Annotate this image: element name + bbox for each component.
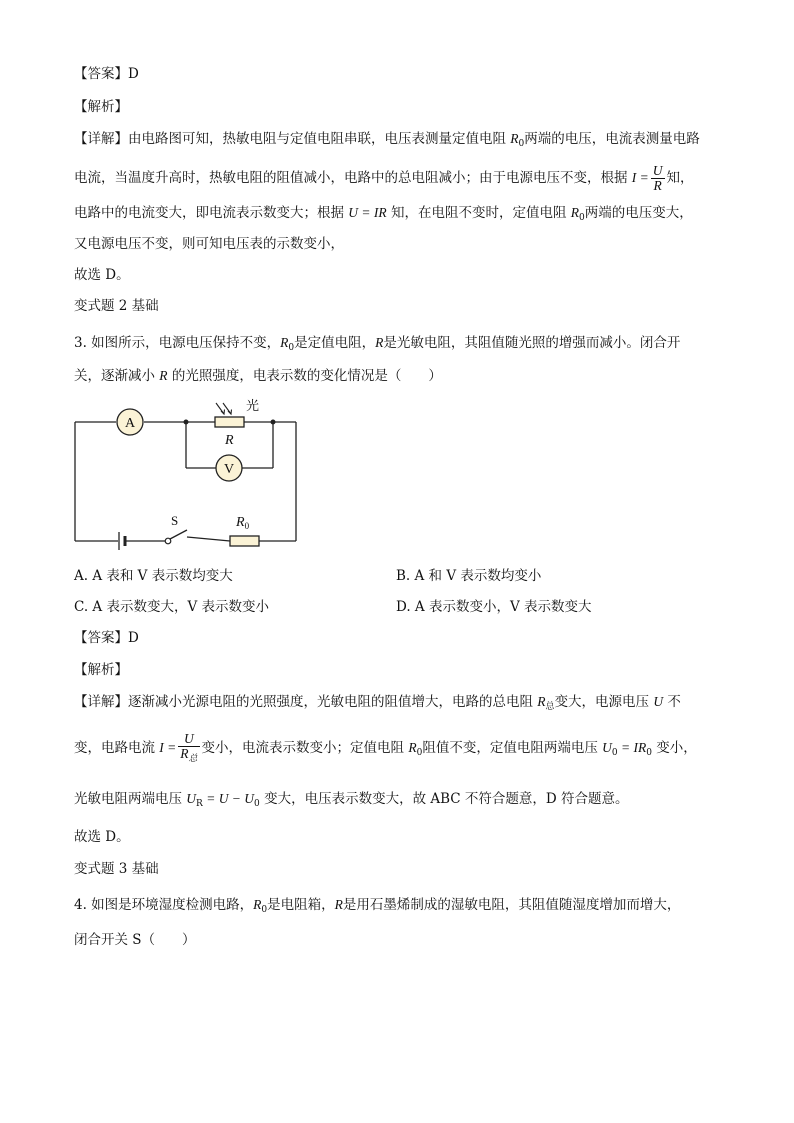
subscript: 0 [261, 905, 268, 915]
question-4-stem-line-2: 闭合开关 S（ ） [74, 932, 196, 948]
answer-value: D [128, 66, 139, 82]
equation: = U − U [202, 791, 255, 806]
detail-tag: 【详解】 [74, 131, 128, 147]
subscript: 0 [254, 799, 260, 809]
option-c: C. A 表示数变大，V 表示数变小 [74, 599, 270, 615]
detail-text: 电流，当温度升高时，热敏电阻的阻值减小，电路中的总电阻减小；由于电源电压不变，根据 [74, 170, 632, 186]
wire [187, 537, 230, 541]
junction-dot [271, 420, 276, 425]
subscript: 0 [416, 748, 423, 758]
switch-lever [170, 530, 187, 539]
light-arrows-icon [216, 403, 232, 414]
q3-detail-line-3 [74, 789, 629, 814]
variable: R [510, 131, 519, 146]
variable: R [280, 335, 289, 350]
resistor-r0-label [235, 515, 250, 531]
answer-value: D [128, 630, 139, 646]
switch-label: S [171, 513, 179, 528]
conclusion-q2: 故选 D。 [74, 267, 130, 283]
detail-line-2 [74, 160, 694, 196]
detail-text: 变大，电压表示数变大，故 ABC 不符合题意，D 符合题意。 [259, 791, 629, 807]
variant-heading-2: 变式题 2 基础 [74, 298, 159, 314]
subscript: 0 [579, 213, 585, 223]
detail-text: 逐渐减小光源电阻的光照强度，光敏电阻的阻值增大，电路的总电阻 [128, 694, 538, 710]
detail-text: 光敏电阻两端电压 [74, 791, 187, 807]
stem-text: 是用石墨烯制成的湿敏电阻，其阻值随湿度增加而增大， [342, 897, 681, 913]
detail-text: 变小，电流表示数变小；定值电阻 [201, 740, 409, 756]
photoresistor-symbol [215, 417, 244, 427]
equation: U [602, 740, 612, 755]
fraction-denominator [178, 747, 199, 765]
variable: U [186, 791, 197, 806]
subscript: 0 [518, 139, 525, 149]
detail-text: 两端的电压变大， [584, 205, 693, 221]
equation: U = IR [348, 205, 387, 220]
subscript: 总 [545, 702, 555, 712]
option-a: A. A 表和 V 表示数均变大 [74, 568, 233, 584]
detail-text: 变小， [651, 740, 697, 756]
fraction [178, 732, 199, 765]
equation: I = [159, 740, 177, 755]
stem-text: 的光照强度，电表示数的变化情况是（ ） [167, 368, 442, 384]
fraction-numerator: U [178, 732, 199, 747]
detail-text: 两端的电压，电流表测量电路 [524, 131, 700, 147]
stem-text: 3. 如图所示，电源电压保持不变， [74, 335, 281, 351]
subscript: R [196, 799, 203, 809]
resistor-r0-symbol [230, 536, 259, 546]
light-label: 光 [246, 398, 260, 413]
detail-text: 阻值不变，定值电阻两端电压 [422, 740, 603, 756]
subscript: 0 [611, 748, 618, 758]
stem-text: 是定值电阻， [294, 335, 376, 351]
ammeter-label: A [124, 416, 136, 431]
voltmeter-label: V [223, 462, 235, 477]
fraction [651, 164, 665, 193]
detail-text: 变大，电源电压 [554, 694, 654, 710]
detail-text: 不 [663, 694, 681, 710]
question-3-stem-line-1 [74, 333, 680, 358]
equation: I = [631, 170, 649, 185]
battery-symbol [119, 532, 125, 550]
variable: R [537, 694, 546, 709]
answer-tag: 【答案】 [74, 630, 128, 646]
detail-line-3 [74, 203, 693, 228]
variable: R [570, 205, 579, 220]
analysis-tag-q3: 【解析】 [74, 662, 128, 678]
detail-text: 知， [666, 170, 694, 186]
subscript: 0 [288, 343, 295, 353]
detail-tag: 【详解】 [74, 694, 128, 710]
detail-line-1 [74, 129, 700, 154]
r0-letter: R [236, 515, 245, 530]
subscript: 总 [188, 753, 198, 763]
circuit-diagram [60, 395, 310, 560]
variable: R [408, 740, 417, 755]
detail-text: 知，在电阻不变时，定值电阻 [386, 205, 571, 221]
variable: R [253, 897, 262, 912]
variable: R [159, 368, 168, 383]
variable: U [653, 694, 664, 709]
variant-heading-3: 变式题 3 基础 [74, 861, 159, 877]
stem-text: 是光敏电阻，其阻值随光照的增强而减小。闭合开 [383, 335, 681, 351]
variable: R [334, 897, 343, 912]
r0-subscript: 0 [244, 521, 250, 531]
answer-line-q2 [74, 64, 139, 84]
detail-text: 电路中的电流变大，即电流表示数变大；根据 [74, 205, 349, 221]
option-b: B. A 和 V 表示数均变小 [396, 568, 542, 584]
detail-text: 由电路图可知，热敏电阻与定值电阻串联，电压表测量定值电阻 [128, 131, 511, 147]
stem-text: 是电阻箱， [267, 897, 335, 913]
fraction-denominator: R [653, 178, 662, 193]
junction-dot [184, 420, 189, 425]
conclusion-q3: 故选 D。 [74, 829, 130, 845]
q3-detail-line-1 [74, 692, 681, 717]
stem-text: 关，逐渐减小 [74, 368, 160, 384]
stem-text: 4. 如图是环境湿度检测电路， [74, 897, 254, 913]
question-3-stem-line-2 [74, 366, 442, 386]
q3-detail-line-2 [74, 728, 697, 773]
answer-tag: 【答案】 [74, 66, 128, 82]
subscript: 0 [646, 748, 652, 758]
analysis-tag-q2: 【解析】 [74, 99, 128, 115]
option-d: D. A 表示数变小，V 表示数变大 [396, 599, 592, 615]
photoresistor-label: R [225, 433, 234, 448]
variable: R [375, 335, 384, 350]
question-4-stem-line-1 [74, 895, 680, 920]
detail-text: 变，电路电流 [74, 740, 160, 756]
detail-line-4: 又电源电压不变，则可知电压表的示数变小， [74, 236, 344, 252]
answer-line-q3 [74, 628, 139, 648]
switch-contact [165, 538, 171, 544]
fraction-numerator: U [652, 163, 663, 178]
denominator-letter: R [180, 746, 189, 761]
equation: = IR [617, 740, 647, 755]
